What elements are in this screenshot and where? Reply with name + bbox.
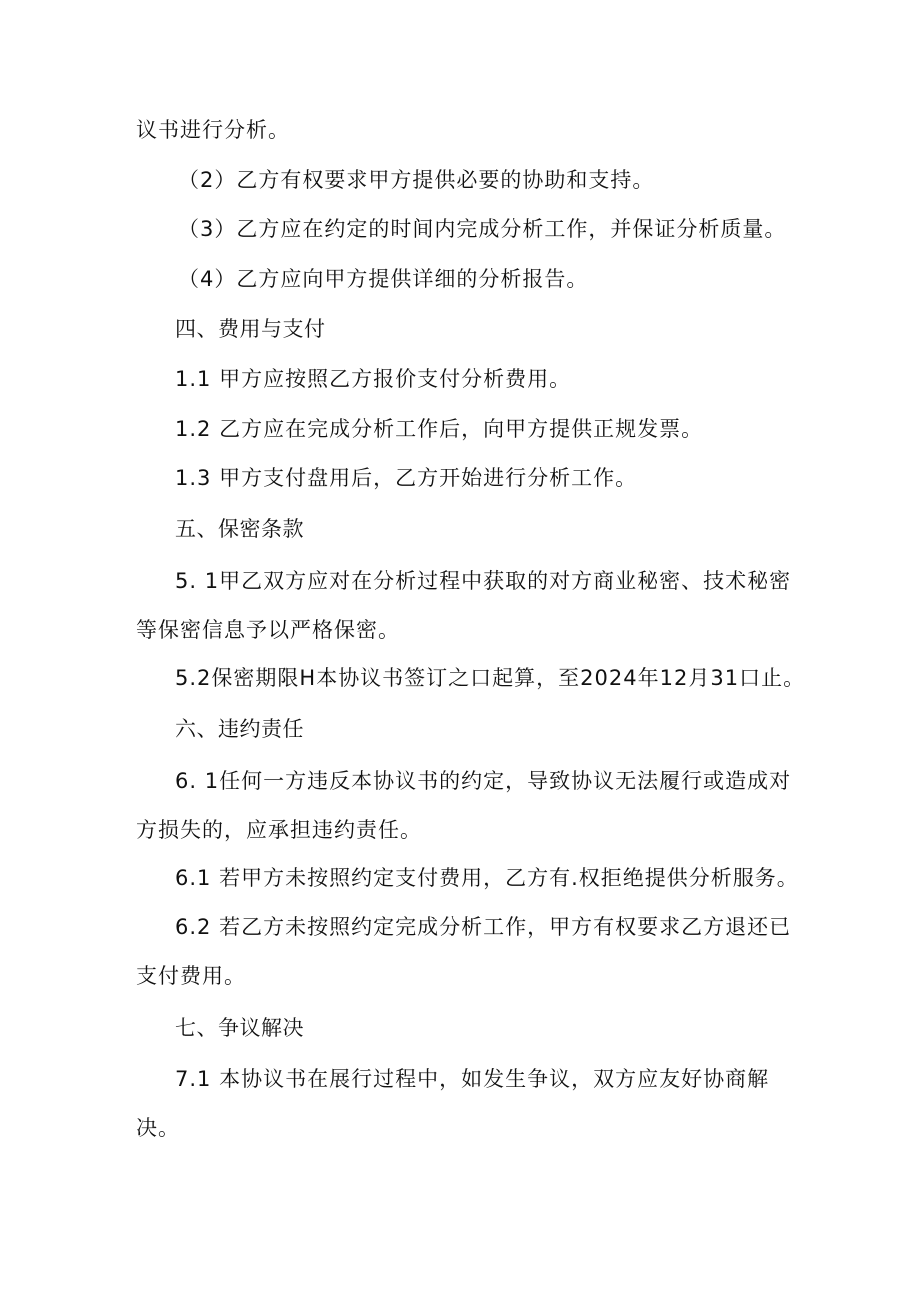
clause-5-2: 5.2保密期限H本协议书签订之口起算，至2024年12月31口止。 [175, 666, 806, 690]
clause-6-2-continuation: 支付费用。 [136, 964, 246, 988]
clause-1-2: 1.2 乙方应在完成分析工作后，向甲方提供正规发票。 [175, 417, 704, 441]
clause-1-1: 1.1 甲方应按照乙方报价支付分析费用。 [175, 367, 572, 391]
text-line-continuation: 议书进行分析。 [136, 118, 290, 142]
section-heading-breach: 六、违约责任 [175, 717, 304, 741]
clause-item-4: （4）乙方应向甲方提供详细的分析报告。 [178, 267, 589, 291]
clause-6-1: 6.1 若甲方未按照约定支付费用，乙方有.权拒绝提供分析服务。 [175, 866, 799, 890]
clause-6-1-general: 6. 1任何一方违反本协议书的约定，导致协议无法履行或造成对 [175, 769, 792, 793]
clause-item-2: （2）乙方有权要求甲方提供必要的协助和支持。 [178, 168, 655, 192]
clause-5-1: 5. 1甲乙双方应对在分析过程中获取的对方商业秘密、技术秘密 [175, 569, 792, 593]
clause-7-1-continuation: 决。 [136, 1116, 180, 1140]
clause-1-3: 1.3 甲方支付盘用后，乙方开始进行分析工作。 [175, 466, 638, 490]
clause-5-1-continuation: 等保密信息予以严格保密。 [136, 618, 400, 642]
clause-6-2: 6.2 若乙方未按照约定完成分析工作，甲方有权要求乙方退还已 [175, 915, 792, 939]
clause-item-3: （3）乙方应在约定的时间内完成分析工作，并保证分析质量。 [178, 217, 787, 241]
section-heading-disputes: 七、争议解决 [175, 1016, 304, 1040]
clause-7-1: 7.1 本协议书在展行过程中，如发生争议，双方应友好协商解 [175, 1067, 770, 1091]
section-heading-confidentiality: 五、保密条款 [175, 517, 304, 541]
clause-6-1-general-continuation: 方损失的，应承担违约责任。 [136, 818, 422, 842]
section-heading-fees: 四、费用与支付 [175, 317, 326, 341]
